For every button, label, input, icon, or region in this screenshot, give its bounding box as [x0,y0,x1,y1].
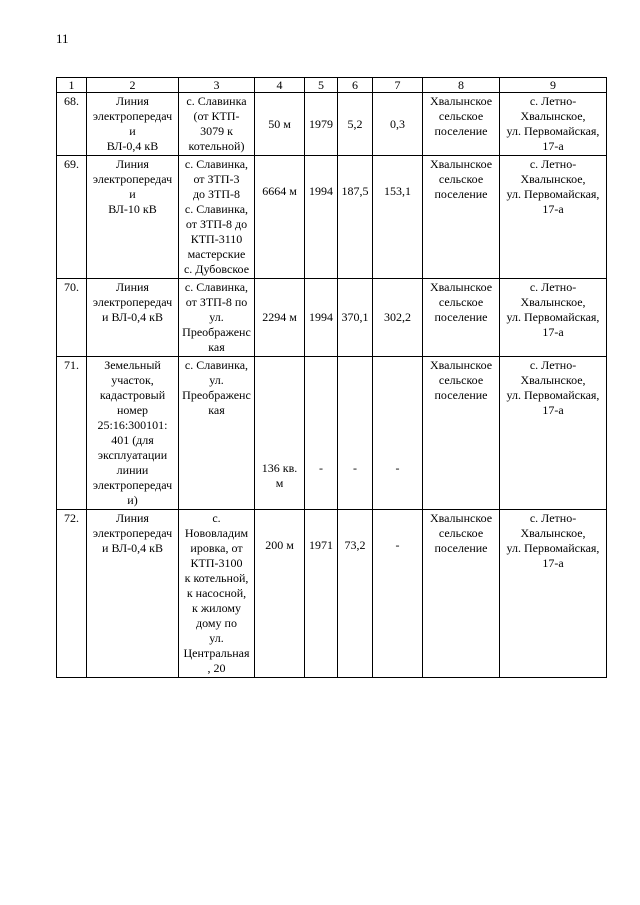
address-cell: с. Летно- Хвалынское, ул. Первомайская, 17-а [500,279,607,357]
length-cell: 50 м [255,93,305,156]
property-table [56,77,607,678]
page-number: 11 [56,31,69,46]
year-cell: 1994 [305,156,338,279]
col7-cell: - [373,510,423,678]
header-cell: 3 [179,78,255,93]
row-number: 72. [57,510,87,678]
col6-cell: 73,2 [338,510,373,678]
object-name-cell: Линия электропередач и ВЛ-0,4 кВ [87,279,179,357]
table-row [57,357,607,510]
location-cell: с. Славинка (от КТП- 3079 к котельной) [179,93,255,156]
address-cell: с. Летно- Хвалынское, ул. Первомайская, 17-а [500,156,607,279]
owner-cell: Хвалынское сельское поселение [423,357,500,510]
header-cell: 2 [87,78,179,93]
header-cell: 7 [373,78,423,93]
owner-cell: Хвалынское сельское поселение [423,156,500,279]
table-row [57,510,607,678]
location-cell: с. Нововладим ировка, от КТП-3100 к котельной, к насосной, к жилому дому по ул. Центральная , 20 [179,510,255,678]
col6-cell: 5,2 [338,93,373,156]
col7-cell: 0,3 [373,93,423,156]
col7-cell: - [373,357,423,510]
object-name-cell: Линия электропередач и ВЛ-10 кВ [87,156,179,279]
length-cell: 200 м [255,510,305,678]
owner-cell: Хвалынское сельское поселение [423,279,500,357]
col6-cell: - [338,357,373,510]
length-cell: 6664 м [255,156,305,279]
header-cell: 8 [423,78,500,93]
length-cell: 2294 м [255,279,305,357]
object-name-cell: Земельный участок, кадастровый номер 25:16:300101: 401 (для эксплуатации линии электропередач и) [87,357,179,510]
header-cell: 4 [255,78,305,93]
row-number: 70. [57,279,87,357]
header-cell: 6 [338,78,373,93]
header-cell: 1 [57,78,87,93]
year-cell: - [305,357,338,510]
col6-cell: 187,5 [338,156,373,279]
row-number: 69. [57,156,87,279]
header-cell: 9 [500,78,607,93]
table-row [57,156,607,279]
owner-cell: Хвалынское сельское поселение [423,93,500,156]
col7-cell: 302,2 [373,279,423,357]
col7-cell: 153,1 [373,156,423,279]
year-cell: 1979 [305,93,338,156]
length-cell: 136 кв. м [255,357,305,510]
object-name-cell: Линия электропередач и ВЛ-0,4 кВ [87,510,179,678]
location-cell: с. Славинка, ул. Преображенс кая [179,357,255,510]
row-number: 71. [57,357,87,510]
year-cell: 1971 [305,510,338,678]
address-cell: с. Летно- Хвалынское, ул. Первомайская, 17-а [500,93,607,156]
table-row [57,279,607,357]
header-cell: 5 [305,78,338,93]
table-row [57,93,607,156]
address-cell: с. Летно- Хвалынское, ул. Первомайская, 17-а [500,357,607,510]
year-cell: 1994 [305,279,338,357]
address-cell: с. Летно- Хвалынское, ул. Первомайская, 17-а [500,510,607,678]
owner-cell: Хвалынское сельское поселение [423,510,500,678]
row-number: 68. [57,93,87,156]
table-header-row [57,78,607,93]
object-name-cell: Линия электропередач и ВЛ-0,4 кВ [87,93,179,156]
location-cell: с. Славинка, от ЗТП-3 до ЗТП-8 с. Славинка, от ЗТП-8 до КТП-3110 мастерские с. Дубовское [179,156,255,279]
col6-cell: 370,1 [338,279,373,357]
location-cell: с. Славинка, от ЗТП-8 по ул. Преображенс кая [179,279,255,357]
